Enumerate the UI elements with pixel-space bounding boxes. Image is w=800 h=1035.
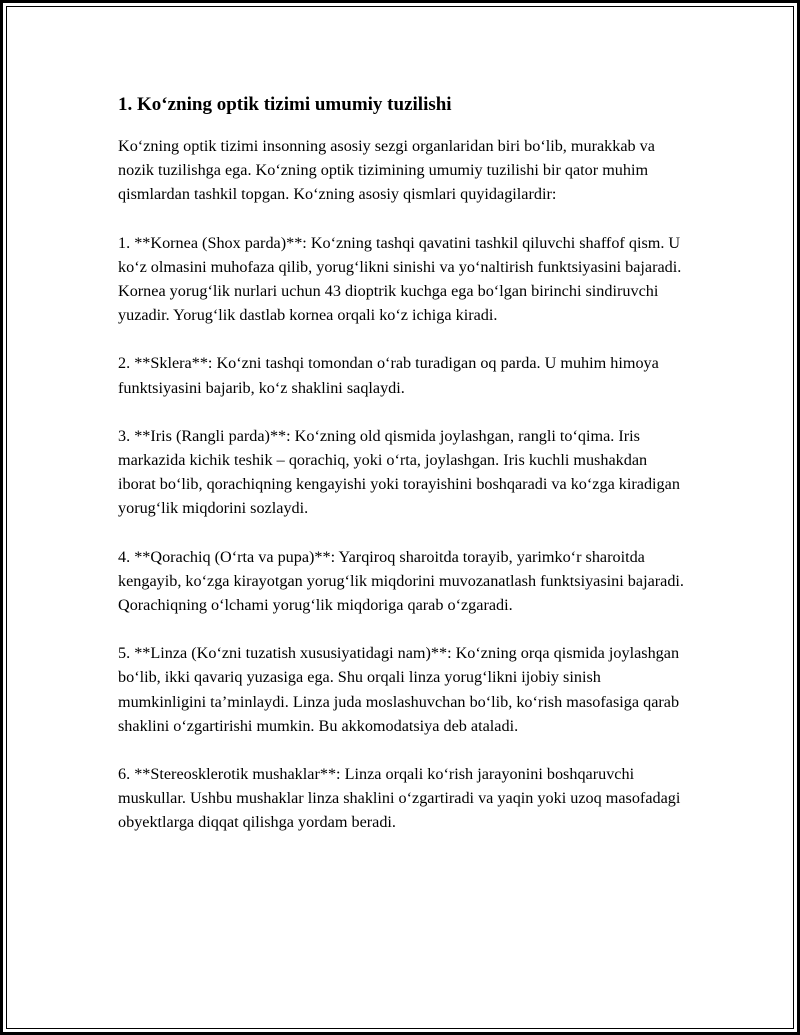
paragraph-qorachiq: 4. **Qorachiq (Oʻrta va pupa)**: Yarqiroq sharoitda torayib, yarimkoʻr sharoitda kengayib, koʻzga kirayotgan yorugʻlik miqdorini muvozanatlash funktsiyasini bajaradi. Qorachiqning oʻlchami yorugʻlik miqdoriga qarab oʻzgaradi. xyxy=(118,547,684,615)
paragraph-intro: Koʻzning optik tizimi insonning asosiy sezgi organlaridan biri boʻlib, murakkab va nozik tuzilishga ega. Koʻzning optik tizimining umumiy tuzilishi bir qator muhim qismlardan tashkil topgan. Koʻzning asosiy qismlari quyidagilardir: xyxy=(118,137,655,204)
paragraph-iris: 3. **Iris (Rangli parda)**: Koʻzning old qismida joylashgan, rangli toʻqima. Iris markazida kichik teshik – qorachiq, yoki oʻrta, joylashgan. Iris kuchli mushakdan iborat boʻlib, qorachiqning kengayishi yoki torayishini boshqaradi va koʻzga kiradigan yorugʻlik miqdorini sozlaydi. xyxy=(118,426,680,518)
paragraph-kornea: 1. **Kornea (Shox parda)**: Koʻzning tashqi qavatini tashkil qiluvchi shaffof qism. U koʻz olmasini muhofaza qilib, yorugʻlikni sinishi va yoʻnaltirish funktsiyasini bajaradi. Kornea yorugʻlik nurlari uchun 43 dioptrik kuchga ega boʻlgan birinchi sindiruvchi yuzadir. Yorugʻlik dastlab kornea orqali koʻz ichiga kiradi. xyxy=(118,233,682,325)
paragraph-linza: 5. **Linza (Koʻzni tuzatish xususiyatidagi nam)**: Koʻzning orqa qismida joylashgan boʻlib, ikki qavariq yuzasiga ega. Shu orqali linza yorugʻlikni ijobiy sinish mumkinligini taʼminlaydi. Linza juda moslashuvchan boʻlib, koʻrish masofasiga qarab shaklini oʻzgartirishi mumkin. Bu akkomodatsiya deb ataladi. xyxy=(118,644,680,735)
section-heading: 1. Koʻzning optik tizimi umumiy tuzilishi xyxy=(118,94,452,115)
document-body xyxy=(118,92,688,859)
paragraph-sklera: 2. **Sklera**: Koʻzni tashqi tomondan oʻrab turadigan oq parda. U muhim himoya funktsiyasini bajarib, koʻz shaklini saqlaydi. xyxy=(118,354,659,397)
paragraph-mushaklar: 6. **Stereosklerotik mushaklar**: Linza orqali koʻrish jarayonini boshqaruvchi muskullar. Ushbu mushaklar linza shaklini oʻzgartiradi va yaqin yoki uzoq masofadagi obyektlarga diqqat qilishga yordam beradi. xyxy=(118,765,681,832)
